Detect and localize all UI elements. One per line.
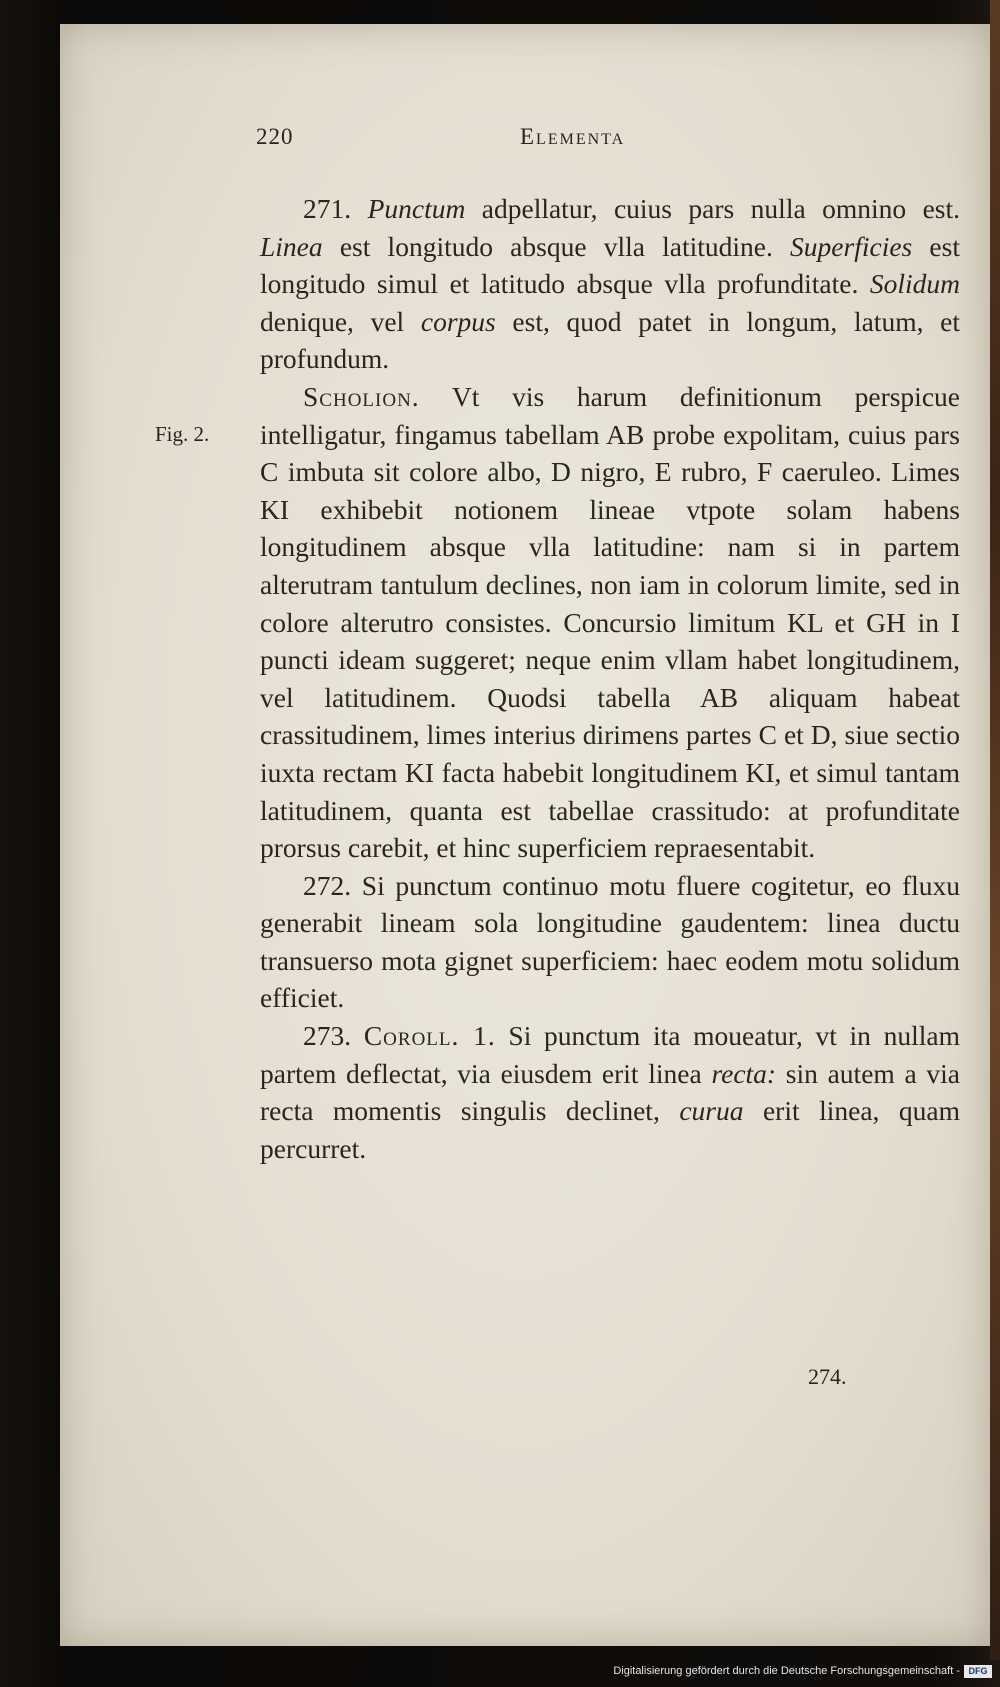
text-run: adpellatur, cuius pars nulla omnino est.: [465, 193, 961, 224]
text-run: sin autem a via recta momentis singulis declinet,: [260, 1057, 960, 1127]
text-run: erit linea, quam percurret.: [260, 1095, 960, 1164]
text-run: est longitudo absque vlla latitudine.: [322, 230, 791, 262]
digitization-footer: [0, 1657, 1000, 1687]
running-title: Elementa: [520, 124, 626, 149]
section-number: 273.: [303, 1020, 364, 1052]
italic-term: recta:: [711, 1057, 777, 1089]
italic-term: Solidum: [869, 268, 960, 300]
text-run: est, quod patet in longum, latum, et profundum.: [260, 305, 960, 375]
italic-term: Linea: [260, 230, 323, 262]
book-page: [60, 24, 990, 1646]
italic-term: curua: [679, 1095, 744, 1127]
figure-reference: Fig. 2.: [155, 422, 210, 446]
text-run: est longitudo simul et latitudo absque vlla profunditate.: [260, 230, 960, 300]
section-number: 272.: [303, 869, 362, 901]
body-text: [260, 190, 960, 1167]
page-number: 220: [256, 124, 294, 149]
text-run: Si punctum continuo motu fluere cogitetur, eo fluxu generabit lineam sola longitudine gaudentem: linea ductu transuerso mota gignet superficiem: haec eodem motu solidum efficiet.: [260, 869, 961, 1014]
small-caps-heading: Coroll. 1.: [363, 1020, 496, 1052]
paragraph: [260, 867, 960, 1017]
small-caps-heading: Scholion.: [303, 380, 420, 412]
text-run: Si punctum ita moueatur, vt in nullam partem deflectat, via eiusdem erit linea: [260, 1020, 961, 1089]
section-number: 271.: [303, 193, 368, 224]
text-run: denique, vel: [260, 305, 421, 337]
paragraph: [260, 378, 960, 867]
text-run: Vt vis harum definitionum perspicue intelligatur, fingamus tabellam AB probe expolitam, cuius pars C imbuta sit colore albo, D nigro, E rubro, F caeruleo. Limes KI exhibebit notionem lineae vtpote solam habens longitudinem absque vlla latitudine: nam si in partem alterutram tantulum declines, non iam in colorum limite, sed in colore alterutro consistes. Concursio limitum KL et GH in I puncti ideam suggeret; neque enim vllam habet longitudinem, vel latitudinem. Quodsi tabella AB aliquam habeat crassitudinem, limes interius dirimens partes C et D, siue sectio iuxta rectam KI facta habebit longitudinem KI, et simul tantam latitudinem, quanta est tabellae crassitudo: at profunditate prorsus carebit, et hinc superficiem repraesentabit.: [260, 380, 960, 864]
dfg-logo-icon: DFG: [964, 1665, 992, 1678]
funding-credit: Digitalisierung gefördert durch die Deutsche Forschungsgemeinschaft -: [613, 1665, 960, 1677]
italic-term: Punctum: [367, 193, 466, 224]
book-edge: [990, 0, 1000, 1660]
paragraph: [260, 1017, 960, 1167]
italic-term: Superficies: [790, 230, 913, 262]
catchword: 274.: [808, 1364, 847, 1389]
paragraph: [260, 190, 960, 378]
italic-term: corpus: [420, 305, 496, 337]
running-head: [60, 124, 990, 164]
